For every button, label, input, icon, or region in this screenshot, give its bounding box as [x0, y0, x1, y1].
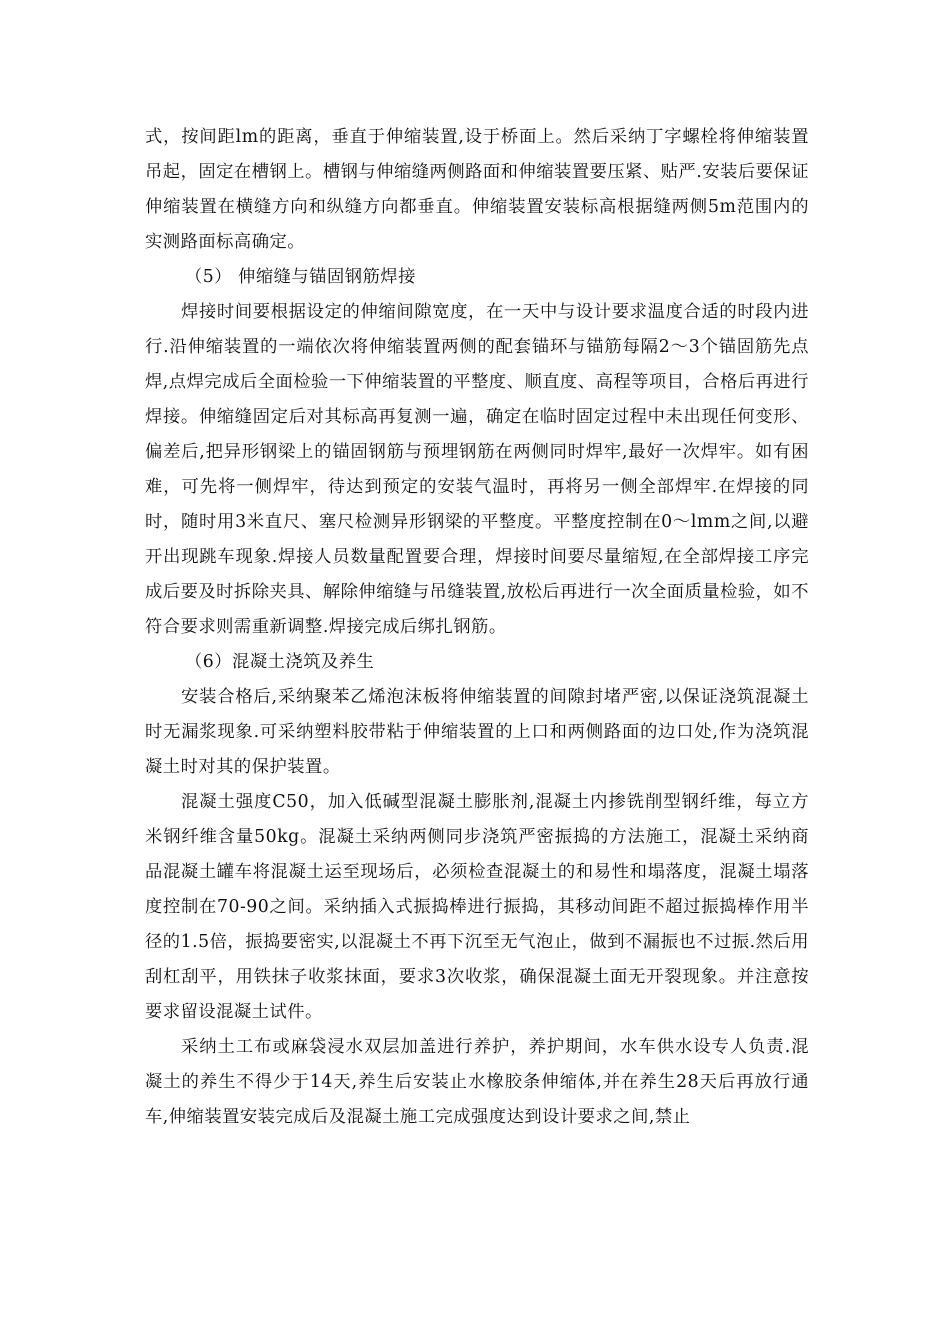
section-heading-6: （6）混凝土浇筑及养生: [185, 652, 375, 672]
paragraph-sealing: 安装合格后,采纳聚苯乙烯泡沫板将伸缩装置的间隙封堵严密,以保证浇筑混凝土时无漏浆现象.可采纳塑料胶带粘于伸缩装置的上口和两侧路面的边口处,作为浇筑混凝土时对其的保护装置。: [145, 687, 809, 777]
paragraph-curing: 采纳土工布或麻袋浸水双层加盖进行养护，养护期间，水车供水设专人负责.混凝土的养生不得少于14天,养生后安装止水橡胶条伸缩体,并在养生28天后再放行通车,伸缩装置安装完成后及混凝土施工完成强度达到设计要求之间,禁止: [145, 1037, 809, 1127]
paragraph-welding: 焊接时间要根据设定的伸缩间隙宽度，在一天中与设计要求温度合适的时段内进行.沿伸缩装置的一端依次将伸缩装置两侧的配套锚环与锚筋每隔2～3个锚固筋先点焊,点焊完成后全面检验一下伸缩装置的平整度、顺直度、高程等项目，合格后再进行焊接。伸缩缝固定后对其标高再复测一遍，确定在临时固定过程中未出现任何变形、偏差后,把异形钢梁上的锚固钢筋与预埋钢筋在两侧同时焊牢,最好一次焊牢。如有困难，可先将一侧焊牢，待达到预定的安装气温时，再将另一侧全部焊牢.在焊接的同时，随时用3米直尺、塞尺检测异形钢梁的平整度。平整度控制在0～lmm之间,以避开出现跳车现象.焊接人员数量配置要合理，焊接时间要尽量缩短,在全部焊接工序完成后要及时拆除夹具、解除伸缩缝与吊缝装置,放松后再进行一次全面质量检验，如不符合要求则需重新调整.焊接完成后绑扎钢筋。: [145, 302, 809, 637]
paragraph-continuation: 式，按间距lm的距离，垂直于伸缩装置,设于桥面上。然后采纳丁字螺栓将伸缩装置吊起，固定在槽钢上。槽钢与伸缩缝两侧路面和伸缩装置要压紧、贴严.安装后要保证伸缩装置在横缝方向和纵缝方向都垂直。伸缩装置安装标高根据缝两侧5m范围内的实测路面标高确定。: [145, 127, 809, 252]
paragraph-concrete: 混凝土强度C50，加入低碱型混凝土膨胀剂,混凝土内掺铣削型钢纤维，每立方米钢纤维含量50kg。混凝土采纳两侧同步浇筑严密振捣的方法施工，混凝土采纳商品混凝土罐车将混凝土运至现场后，必须检查混凝土的和易性和塌落度，混凝土塌落度控制在70-90之间。采纳插入式振捣棒进行振捣，其移动间距不超过振捣棒作用半径的1.5倍，振捣要密实,以混凝土不再下沉至无气泡止，做到不漏振也不过振.然后用刮杠刮平，用铁抹子收浆抹面，要求3次收浆，确保混凝土面无开裂现象。并注意按要求留设混凝土试件。: [145, 792, 809, 1022]
section-heading-5: （5） 伸缩缝与锚固钢筋焊接: [185, 267, 416, 287]
document-body: [145, 120, 809, 1135]
